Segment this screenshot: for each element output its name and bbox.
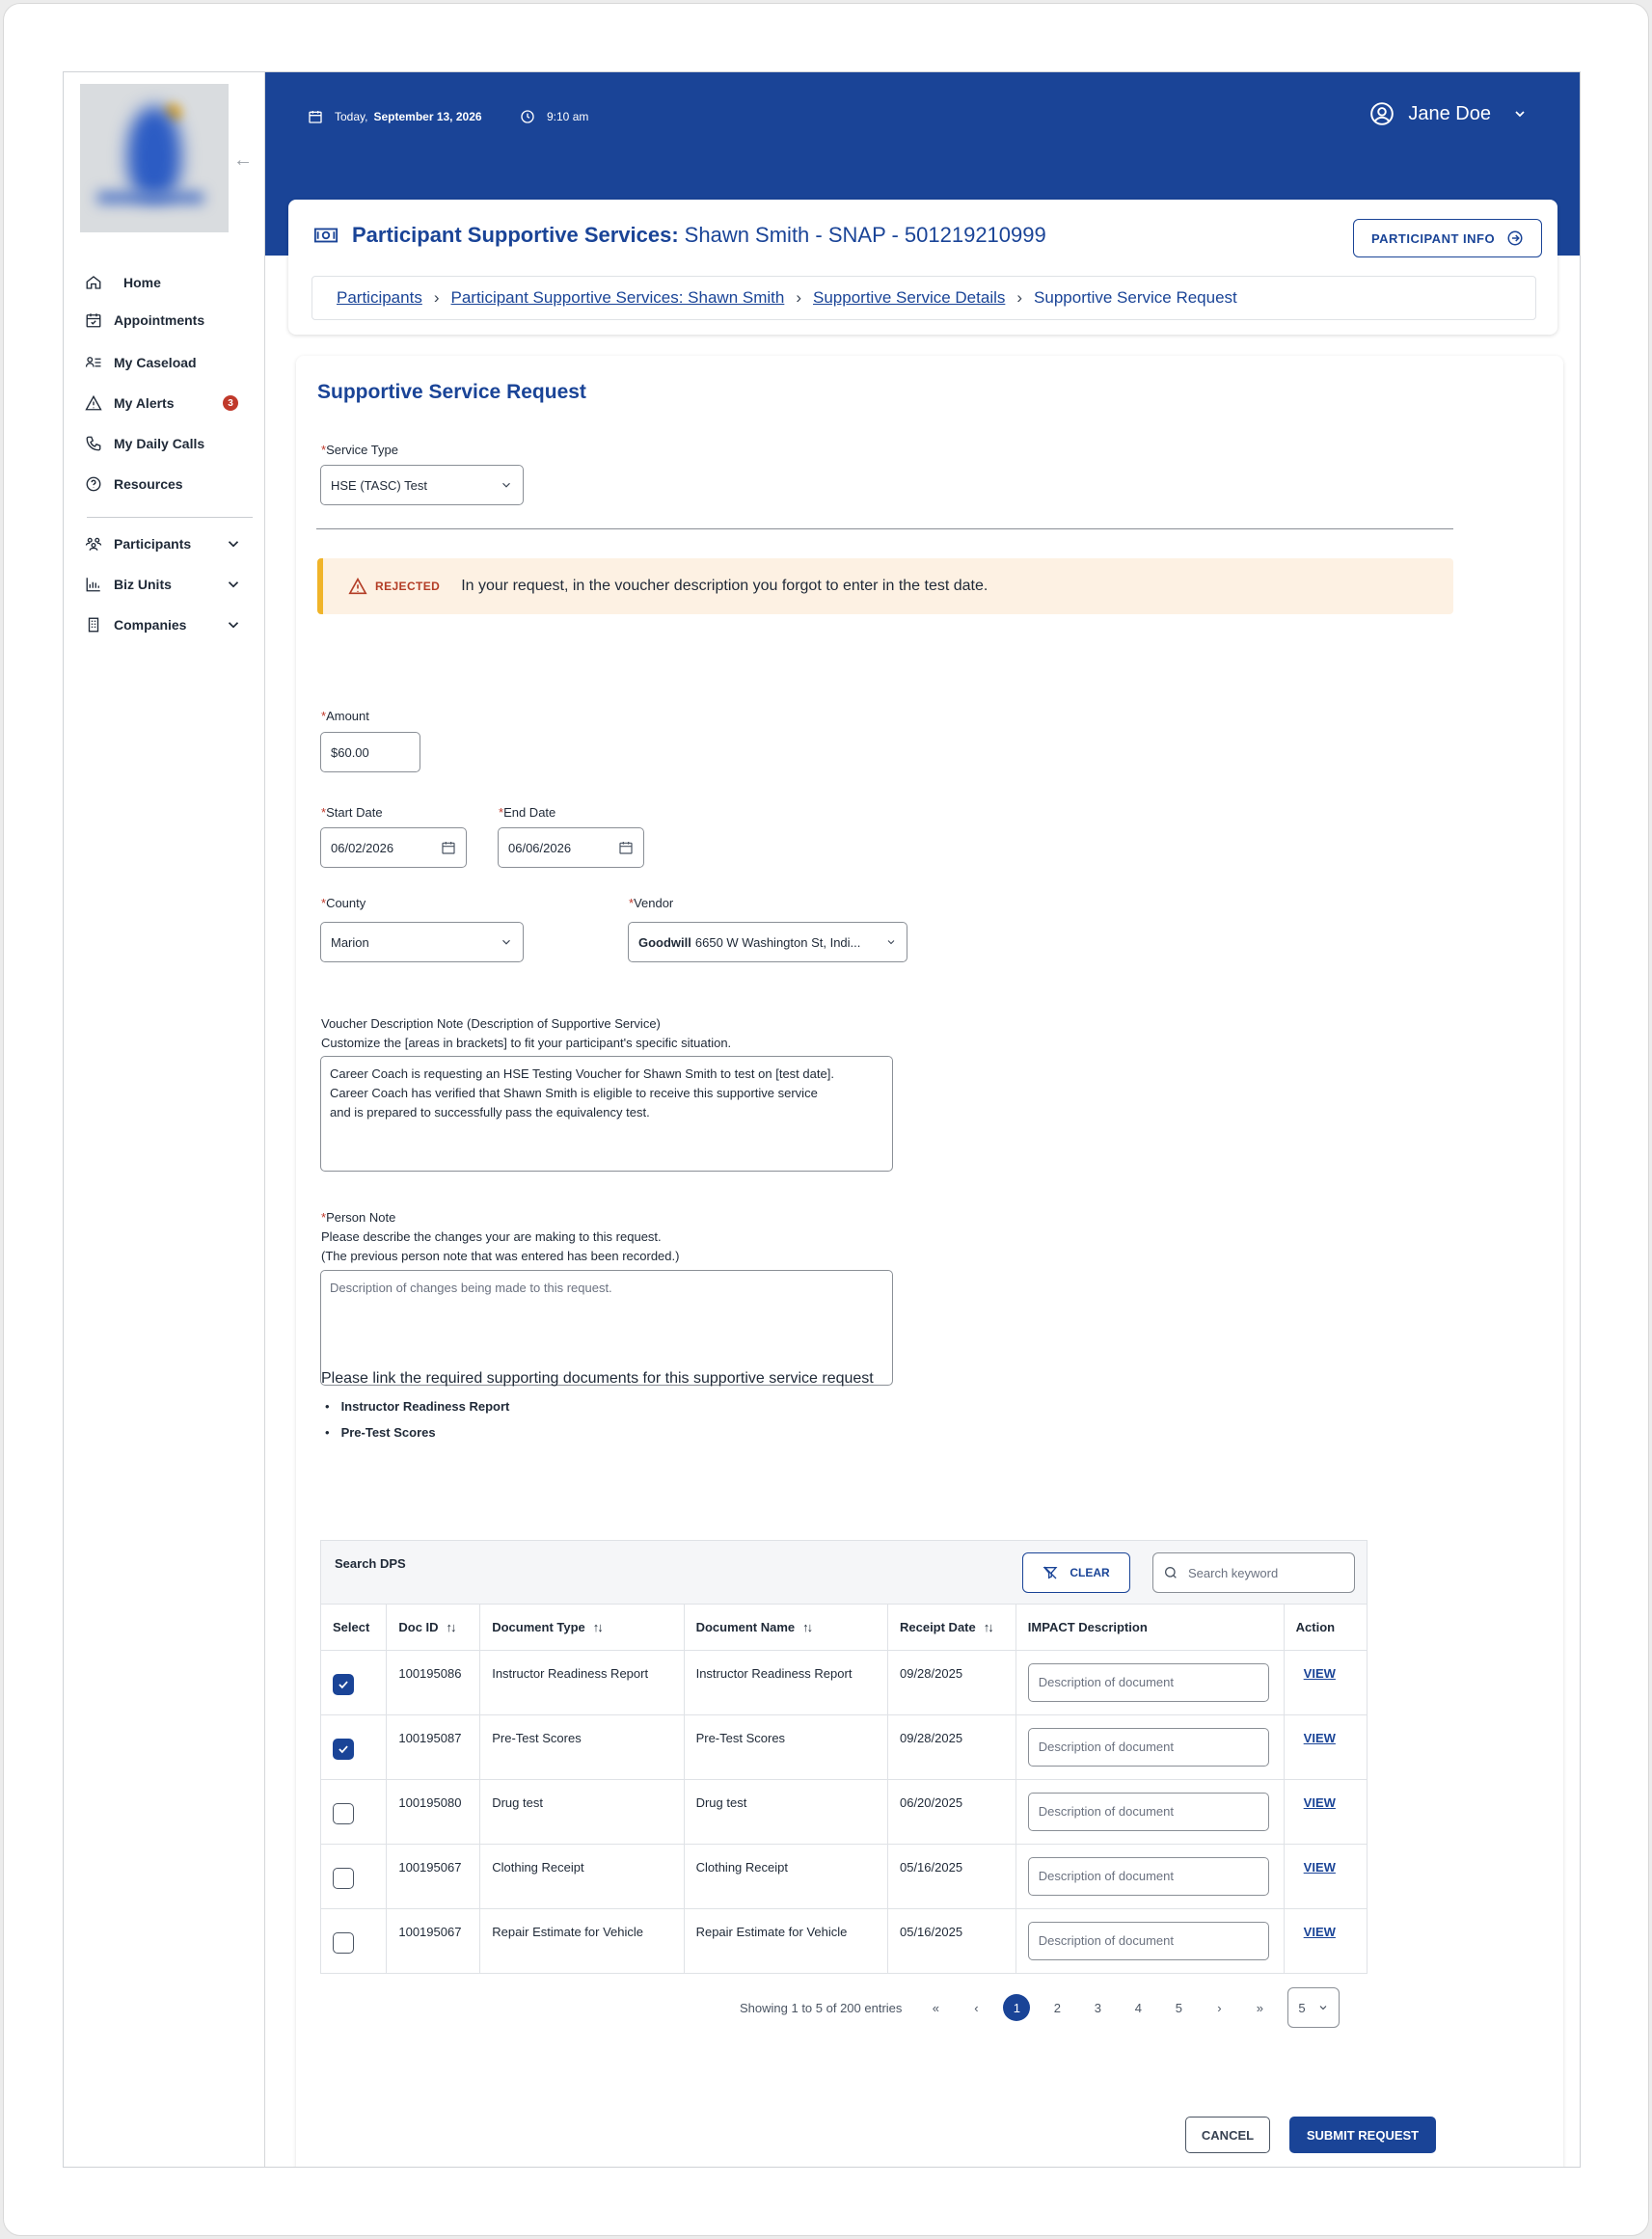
sidebar-item-label: Home	[123, 275, 161, 290]
app-window	[63, 71, 1581, 2168]
list-item: • Instructor Readiness Report	[325, 1393, 509, 1419]
chevron-down-icon	[885, 936, 897, 948]
user-menu[interactable]	[1369, 101, 1541, 126]
search-icon	[1163, 1565, 1178, 1580]
doc-id-cell: 100195080	[387, 1779, 480, 1844]
dps-title: Search DPS	[335, 1556, 406, 1571]
column-header-receipt-date[interactable]: Receipt Date ↑↓	[887, 1605, 1016, 1650]
phone-icon	[85, 435, 102, 452]
warning-icon	[348, 578, 367, 595]
column-header-document-name[interactable]: Document Name ↑↓	[684, 1605, 887, 1650]
arrow-right-circle-icon	[1506, 229, 1524, 247]
amount-label: *Amount	[321, 709, 369, 723]
sidebar-item-label: Resources	[114, 476, 183, 492]
row-checkbox[interactable]	[333, 1803, 354, 1824]
calendar-check-icon	[85, 311, 102, 329]
sort-icon: ↑↓	[802, 1619, 812, 1634]
sidebar-item-home[interactable]	[85, 270, 254, 295]
list-item: • Pre-Test Scores	[325, 1419, 509, 1445]
pagination	[740, 1987, 1340, 2028]
county-select[interactable]: Marion	[320, 922, 524, 962]
sidebar-item-label: Biz Units	[114, 577, 172, 592]
sidebar-item-label: My Daily Calls	[114, 436, 205, 451]
column-header-select: Select	[321, 1605, 387, 1650]
person-note-label: *Person Note Please describe the changes your are making to this request. (The previous person note that was entered has been recorded.)	[321, 1210, 680, 1263]
sort-icon: ↑↓	[592, 1619, 602, 1634]
voucher-description-textarea[interactable]: Career Coach is requesting an HSE Testing Voucher for Shawn Smith to test on [test date]. Career Coach has verified that Shawn Smith is eligible to receive this supportive service and is prepared to successfully pass the equivalency test.	[320, 1056, 893, 1172]
alert-icon	[85, 394, 102, 412]
county-label: *County	[321, 896, 366, 910]
receipt-date-cell: 09/28/2025	[887, 1650, 1016, 1714]
user-name: Jane Doe	[1408, 102, 1491, 124]
sidebar-item-daily-calls[interactable]	[85, 431, 254, 456]
sidebar-item-companies[interactable]	[85, 612, 254, 637]
org-logo	[80, 84, 229, 232]
status-badge: REJECTED	[348, 578, 440, 595]
chevron-right-icon: ›	[433, 288, 440, 307]
alerts-count-badge: 3	[223, 395, 238, 411]
vendor-select[interactable]: Goodwill 6650 W Washington St, Indi...	[628, 922, 907, 962]
rejected-alert	[317, 558, 1453, 614]
receipt-date-cell: 09/28/2025	[887, 1714, 1016, 1779]
view-link[interactable]: VIEW	[1284, 1650, 1367, 1714]
sidebar-item-label: My Caseload	[114, 355, 197, 370]
impact-description-input[interactable]: Description of document	[1028, 1663, 1269, 1702]
pagination-info: Showing 1 to 5 of 200 entries	[740, 2000, 903, 2015]
chevron-down-icon	[225, 576, 242, 593]
document-type-cell: Drug test	[480, 1779, 684, 1844]
sidebar-item-label: Companies	[114, 617, 187, 633]
receipt-date-cell: 05/16/2025	[887, 1844, 1016, 1908]
vendor-label: *Vendor	[629, 896, 674, 910]
document-type-cell: Instructor Readiness Report	[480, 1650, 684, 1714]
sidebar-divider	[87, 517, 253, 518]
table-header-row	[321, 1605, 1367, 1650]
chevron-down-icon	[225, 616, 242, 634]
document-name-cell: Instructor Readiness Report	[684, 1650, 887, 1714]
required-documents-list	[325, 1393, 509, 1445]
document-name-cell: Clothing Receipt	[684, 1844, 887, 1908]
breadcrumb-current: Supportive Service Request	[1034, 288, 1237, 307]
cancel-button[interactable]: CANCEL	[1185, 2117, 1270, 2153]
caseload-icon	[85, 354, 102, 371]
chevron-down-icon	[225, 535, 242, 553]
sidebar-item-biz-units[interactable]	[85, 572, 254, 597]
check-icon	[337, 1742, 350, 1756]
view-link[interactable]: VIEW	[1303, 1924, 1336, 1939]
document-name-cell: Repair Estimate for Vehicle	[684, 1908, 887, 1973]
view-link[interactable]: VIEW	[1284, 1844, 1367, 1908]
impact-description-input[interactable]: Description of document	[1028, 1728, 1269, 1767]
impact-description-input[interactable]: Description of document	[1028, 1922, 1269, 1960]
calendar-icon[interactable]	[618, 840, 634, 855]
page-size-select[interactable]: 5	[1287, 1987, 1340, 2028]
document-type-cell: Repair Estimate for Vehicle	[480, 1908, 684, 1973]
page-button-2[interactable]: 2	[1053, 2000, 1061, 2015]
filter-clear-icon	[1043, 1565, 1058, 1580]
next-page-icon[interactable]: ›	[1217, 2000, 1222, 2015]
sidebar-item-participants[interactable]	[85, 531, 254, 556]
help-icon	[85, 475, 102, 493]
chevron-right-icon: ›	[1016, 288, 1023, 307]
row-checkbox[interactable]	[333, 1932, 354, 1954]
page-button-4[interactable]: 4	[1134, 2000, 1142, 2015]
start-date-label: *Start Date	[321, 805, 383, 820]
chart-icon	[85, 576, 102, 593]
service-type-select[interactable]: HSE (TASC) Test	[320, 465, 524, 505]
voucher-description-label: Voucher Description Note (Description of Supportive Service) Customize the [areas in brackets] to fit your participant's specific situation.	[321, 1016, 732, 1050]
form-title: Supportive Service Request	[317, 381, 586, 403]
sort-icon: ↑↓	[446, 1619, 455, 1634]
receipt-date-cell: 06/20/2025	[887, 1779, 1016, 1844]
breadcrumb	[311, 276, 1536, 320]
sort-icon: ↑↓	[983, 1619, 992, 1634]
document-name-cell: Pre-Test Scores	[684, 1714, 887, 1779]
document-type-cell: Clothing Receipt	[480, 1844, 684, 1908]
doc-id-cell: 100195087	[387, 1714, 480, 1779]
doc-id-cell: 100195067	[387, 1908, 480, 1973]
document-type-cell: Pre-Test Scores	[480, 1714, 684, 1779]
document-name-cell: Drug test	[684, 1779, 887, 1844]
table-row	[321, 1779, 1367, 1844]
receipt-date-cell: 05/16/2025	[887, 1908, 1016, 1973]
last-page-icon[interactable]: »	[1256, 2000, 1263, 2015]
impact-description-input[interactable]: Description of document	[1028, 1857, 1269, 1896]
page-button-5[interactable]: 5	[1175, 2000, 1182, 2015]
page-button-1[interactable]: 1	[996, 1994, 1037, 2021]
calendar-icon	[308, 109, 323, 124]
row-checkbox[interactable]	[333, 1868, 354, 1889]
participant-header-card	[288, 200, 1557, 335]
table-row	[321, 1714, 1367, 1779]
section-divider	[316, 528, 1453, 529]
user-avatar-icon	[1369, 101, 1395, 126]
calendar-icon[interactable]	[441, 840, 456, 855]
person-note-textarea[interactable]: Description of changes being made to this request.	[320, 1270, 893, 1386]
sidebar-item-alerts[interactable]	[85, 391, 254, 416]
chevron-down-icon	[500, 478, 513, 492]
first-page-icon[interactable]: «	[932, 2000, 939, 2015]
view-link[interactable]: VIEW	[1284, 1779, 1367, 1844]
clock-icon	[520, 109, 535, 124]
column-header-doc-id[interactable]: Doc ID ↑↓	[387, 1605, 480, 1650]
alert-message: In your request, in the voucher description you forgot to enter in the test date.	[461, 578, 988, 594]
documents-instructions: Please link the required supporting documents for this supportive service request	[321, 1370, 874, 1387]
clear-filter-button[interactable]: CLEAR	[1022, 1552, 1130, 1593]
dps-table-toolbar	[321, 1541, 1367, 1605]
participant-info-button[interactable]: PARTICIPANT INFO	[1353, 219, 1542, 257]
table-row	[321, 1844, 1367, 1908]
service-type-label: *Service Type	[321, 443, 398, 457]
sidebar-item-label: My Alerts	[114, 395, 175, 411]
column-header-action: Action	[1284, 1605, 1367, 1650]
column-header-document-type[interactable]: Document Type ↑↓	[480, 1605, 684, 1650]
page-button-3[interactable]: 3	[1094, 2000, 1101, 2015]
start-date-input[interactable]: 06/02/2026	[320, 827, 467, 868]
end-date-label: *End Date	[499, 805, 556, 820]
sidebar-item-label: Appointments	[114, 312, 205, 328]
breadcrumb-service-details[interactable]: Supportive Service Details	[813, 288, 1006, 307]
breadcrumb-supportive-services[interactable]: Participant Supportive Services: Shawn Smith	[450, 288, 785, 307]
doc-id-cell: 100195086	[387, 1650, 480, 1714]
home-icon	[85, 274, 102, 291]
chevron-down-icon	[1512, 106, 1528, 121]
submit-request-button[interactable]: SUBMIT REQUEST	[1289, 2117, 1436, 2153]
view-link[interactable]: VIEW	[1284, 1714, 1367, 1779]
row-checkbox[interactable]	[333, 1739, 354, 1760]
chevron-down-icon	[1317, 2002, 1329, 2013]
sidebar-item-caseload[interactable]	[85, 350, 254, 375]
column-header-impact-description: IMPACT Description	[1016, 1605, 1284, 1650]
sidebar-item-appointments[interactable]	[85, 308, 254, 333]
breadcrumb-participants[interactable]: Participants	[337, 288, 422, 307]
search-input[interactable]: Search keyword	[1152, 1552, 1355, 1593]
table-row	[321, 1650, 1367, 1714]
end-date-input[interactable]: 06/06/2026	[498, 827, 644, 868]
sidebar-item-label: Participants	[114, 536, 192, 552]
current-date: Today, September 13, 2026	[308, 109, 482, 124]
doc-id-cell: 100195067	[387, 1844, 480, 1908]
prev-page-icon[interactable]: ‹	[974, 2000, 979, 2015]
participants-icon	[85, 535, 102, 553]
sidebar-item-resources[interactable]	[85, 472, 254, 497]
building-icon	[85, 616, 102, 634]
table-row	[321, 1908, 1367, 1973]
service-request-form	[296, 356, 1563, 2168]
collapse-sidebar-icon[interactable]: ←	[233, 149, 253, 171]
money-icon	[313, 226, 339, 245]
row-checkbox[interactable]	[333, 1674, 354, 1695]
check-icon	[337, 1678, 350, 1691]
impact-description-input[interactable]: Description of document	[1028, 1793, 1269, 1831]
current-time: 9:10 am	[520, 109, 588, 124]
page-title: Participant Supportive Services: Shawn Smith - SNAP - 501219210999	[313, 223, 1046, 248]
chevron-down-icon	[500, 935, 513, 949]
sidebar	[64, 72, 265, 2167]
dps-table	[321, 1605, 1367, 1973]
dps-table-panel	[320, 1540, 1368, 1974]
chevron-right-icon: ›	[796, 288, 801, 307]
amount-input[interactable]: $60.00	[320, 732, 420, 772]
